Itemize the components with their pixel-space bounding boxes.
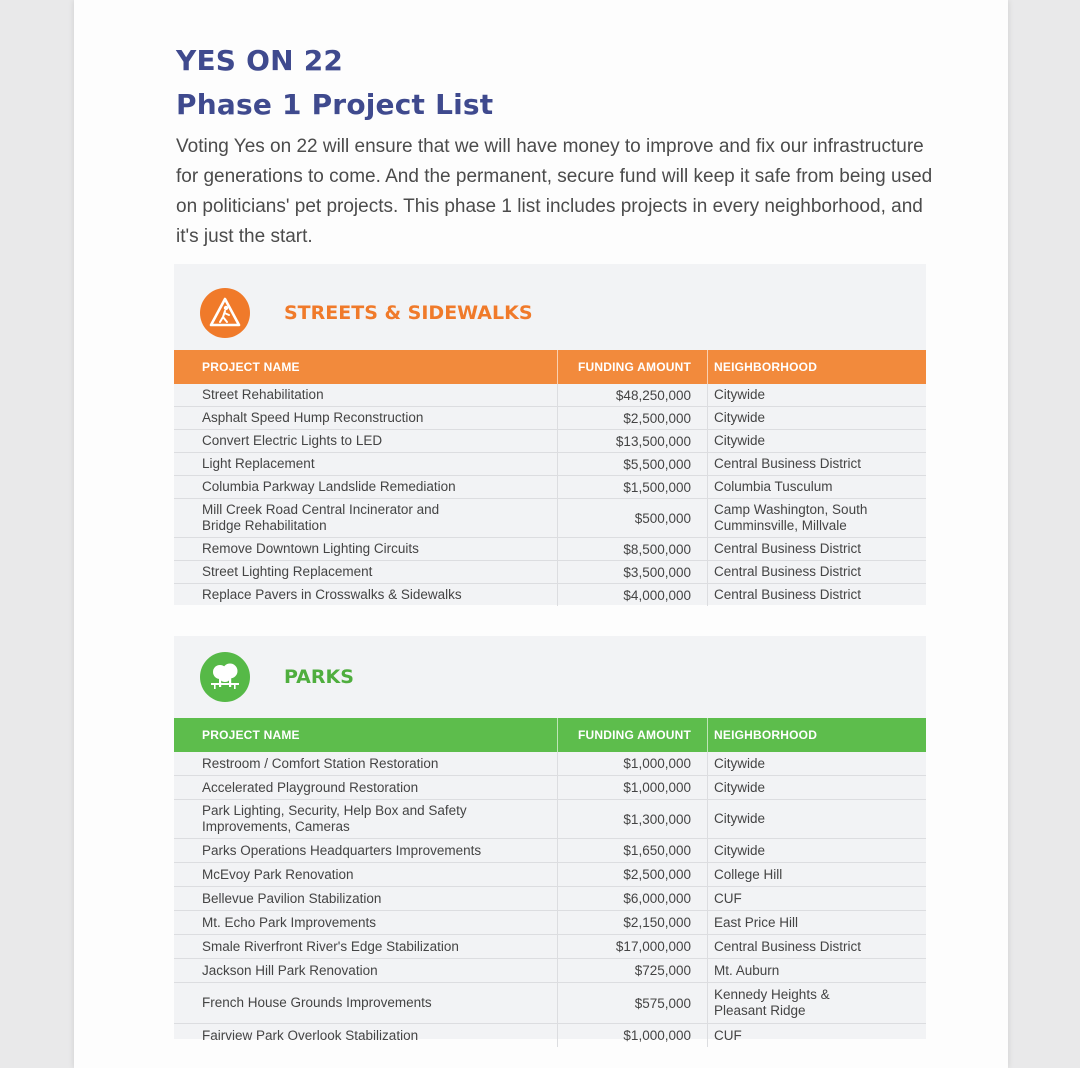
neighborhood: Citywide [707,407,926,429]
neighborhood: Central Business District [707,584,926,606]
streets-section-header [174,264,926,350]
project-name: Street Lighting Replacement [202,564,373,579]
parks-section-title: PARKS [284,666,354,688]
funding-amount: $1,650,000 [557,839,707,862]
neighborhood: Central Business District [707,538,926,560]
neighborhood: East Price Hill [707,911,926,934]
parks-section-header [174,636,926,718]
project-name: Jackson Hill Park Renovation [202,962,378,978]
table-row [174,800,926,839]
neighborhood: Kennedy Heights & Pleasant Ridge [707,983,926,1023]
table-row [174,959,926,983]
funding-amount: $1,300,000 [557,800,707,838]
streets-table-header [174,350,926,384]
neighborhood: CUF [707,887,926,910]
funding-amount: $3,500,000 [557,561,707,583]
project-name: Smale Riverfront River's Edge Stabilization [202,938,459,954]
parks-table-body [174,752,926,1047]
column-header-funding: FUNDING AMOUNT [557,350,707,384]
funding-amount: $13,500,000 [557,430,707,452]
neighborhood: Citywide [707,430,926,452]
table-row [174,407,926,430]
neighborhood: CUF [707,1024,926,1047]
table-row [174,499,926,538]
project-name: Asphalt Speed Hump Reconstruction [202,410,424,425]
neighborhood: Citywide [707,839,926,862]
neighborhood: Citywide [707,800,926,838]
table-row [174,453,926,476]
streets-section [174,264,926,605]
neighborhood: Central Business District [707,561,926,583]
funding-amount: $1,000,000 [557,1024,707,1047]
column-header-neighborhood: NEIGHBORHOOD [707,350,926,384]
table-row [174,752,926,776]
table-row [174,384,926,407]
funding-amount: $8,500,000 [557,538,707,560]
table-row [174,584,926,606]
funding-amount: $1,000,000 [557,776,707,799]
column-header-funding: FUNDING AMOUNT [557,718,707,752]
project-name: McEvoy Park Renovation [202,866,354,882]
project-name: Fairview Park Overlook Stabilization [202,1027,419,1043]
funding-amount: $575,000 [557,983,707,1023]
funding-amount: $1,500,000 [557,476,707,498]
tree-park-icon [200,652,250,702]
project-name: French House Grounds Improvements [202,995,432,1010]
funding-amount: $2,500,000 [557,407,707,429]
table-row [174,1024,926,1047]
column-header-neighborhood: NEIGHBORHOOD [707,718,926,752]
project-name: Replace Pavers in Crosswalks & Sidewalks [202,587,462,602]
project-name: Parks Operations Headquarters Improvements [202,842,482,858]
column-header-project: PROJECT NAME [202,360,300,374]
pedestrian-crossing-icon [200,288,250,338]
project-name: Mill Creek Road Central Incinerator and Bridge Rehabilitation [202,502,440,533]
funding-amount: $2,150,000 [557,911,707,934]
table-row [174,839,926,863]
project-name: Accelerated Playground Restoration [202,779,419,795]
neighborhood: Citywide [707,384,926,406]
project-name: Park Lighting, Security, Help Box and Safety Improvements, Cameras [202,803,467,834]
column-header-project: PROJECT NAME [202,728,300,742]
parks-table-header [174,718,926,752]
streets-table-body [174,384,926,606]
funding-amount: $48,250,000 [557,384,707,406]
table-row [174,983,926,1024]
neighborhood: Citywide [707,776,926,799]
neighborhood: Camp Washington, South Cumminsville, Millvale [707,499,926,537]
table-row [174,776,926,800]
funding-amount: $17,000,000 [557,935,707,958]
funding-amount: $725,000 [557,959,707,982]
funding-amount: $6,000,000 [557,887,707,910]
funding-amount: $4,000,000 [557,584,707,606]
table-row [174,935,926,959]
project-name: Restroom / Comfort Station Restoration [202,755,439,771]
project-name: Remove Downtown Lighting Circuits [202,541,419,556]
funding-amount: $5,500,000 [557,453,707,475]
table-row [174,561,926,584]
neighborhood: Mt. Auburn [707,959,926,982]
project-name: Bellevue Pavilion Stabilization [202,890,382,906]
table-row [174,863,926,887]
project-name: Mt. Echo Park Improvements [202,914,377,930]
neighborhood: College Hill [707,863,926,886]
neighborhood: Central Business District [707,453,926,475]
project-name: Street Rehabilitation [202,387,324,402]
neighborhood: Central Business District [707,935,926,958]
table-row [174,911,926,935]
neighborhood: Citywide [707,752,926,775]
document-page [74,0,1008,1068]
document-title: YES ON 22 [176,44,344,77]
funding-amount: $1,000,000 [557,752,707,775]
table-row [174,538,926,561]
intro-paragraph: Voting Yes on 22 will ensure that we will have money to improve and fix our infrastructure for generations to come. And the permanent, secure fund will keep it safe from being used on politicians' pet projects. This phase 1 list includes projects in every neighborhood, and it's just the start. [176,136,933,247]
table-row [174,476,926,499]
table-row [174,430,926,453]
document-subtitle: Phase 1 Project List [176,88,494,121]
neighborhood: Columbia Tusculum [707,476,926,498]
project-name: Columbia Parkway Landslide Remediation [202,479,456,494]
parks-section [174,636,926,1043]
funding-amount: $2,500,000 [557,863,707,886]
streets-section-title: STREETS & SIDEWALKS [284,302,533,324]
table-row [174,887,926,911]
project-name: Convert Electric Lights to LED [202,433,383,448]
funding-amount: $500,000 [557,499,707,537]
project-name: Light Replacement [202,456,315,471]
